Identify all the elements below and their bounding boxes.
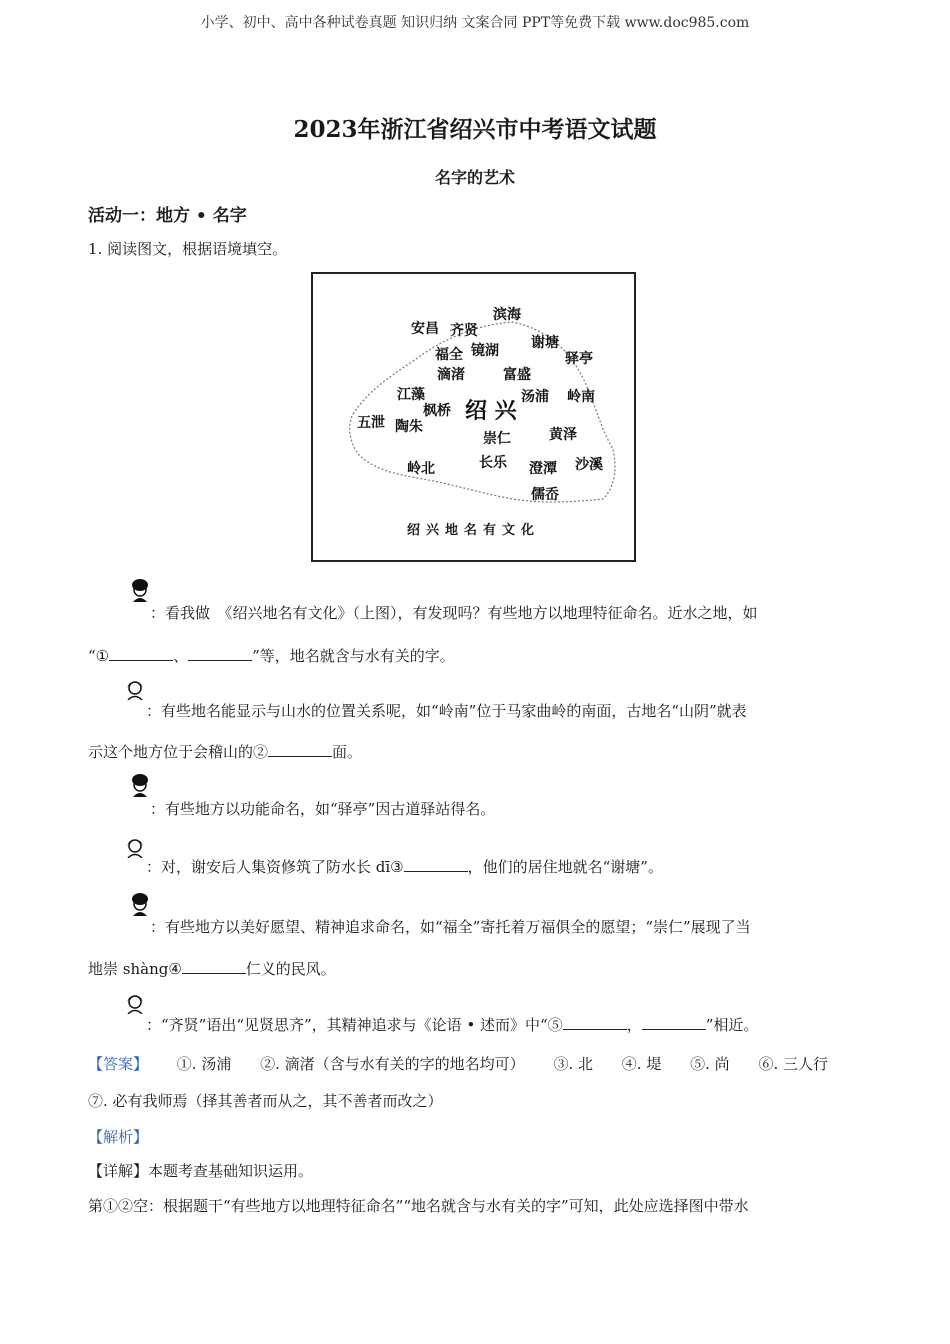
place-label: 澄潭 [529, 461, 557, 477]
fill-blank [182, 959, 246, 974]
shaoxing-place-name-map [311, 272, 636, 562]
place-label: 岭南 [567, 389, 595, 405]
place-label: 长乐 [479, 455, 507, 471]
dialogue-text: 仁义的民风。 [245, 960, 336, 978]
dialogue-text: ， [626, 1016, 642, 1034]
dialogue-text: ：对，谢安后人集资修筑了防水长 dī③ [146, 858, 404, 876]
place-label: 岭北 [407, 461, 435, 477]
map-center-label: 绍 兴 [465, 398, 517, 424]
section-heading: 活动一：地方 • 名字 [88, 206, 247, 226]
answer-item: ⑤. 尚 [690, 1055, 730, 1073]
analysis-label: 【解析】 [88, 1128, 149, 1146]
dialogue-line [146, 856, 663, 877]
boy-avatar-icon [129, 892, 151, 916]
detail-line: 【详解】本题考查基础知识运用。 [88, 1162, 314, 1180]
girl-avatar-icon [124, 834, 146, 858]
place-label: 枫桥 [423, 403, 451, 419]
dialogue-line: ：有些地名能显示与山水的位置关系呢，如“岭南”位于马家曲岭的南面，古地名“山阴”就表 [146, 702, 747, 720]
fill-blank [642, 1015, 706, 1030]
answer-line-2: ⑦. 必有我师焉（择其善者而从之，其不善者而改之） [88, 1092, 443, 1110]
answer-item: ③. 北 [553, 1055, 593, 1073]
answer-label: 【答案】 [88, 1055, 149, 1073]
dialogue-text: ，他们的居住地就名“谢塘”。 [467, 858, 663, 876]
place-label: 五泄 [357, 415, 385, 431]
dialogue-text: ：“齐贤”语出“见贤思齐”，其精神追求与《论语 • 述而》中“⑤ [146, 1016, 563, 1034]
dialogue-line: ：有些地方以美好愿望、精神追求命名，如“福全”寄托着万福俱全的愿望；“崇仁”展现了当 [150, 918, 751, 936]
dialogue-text: 示这个地方位于会稽山的② [88, 743, 269, 761]
answer-item: ②. 滴渚（含与水有关的字的地名均可） [260, 1055, 525, 1073]
place-label: 黄泽 [549, 427, 577, 443]
place-label: 安昌 [411, 321, 439, 337]
fill-blank [268, 742, 332, 757]
place-label: 陶朱 [395, 419, 423, 435]
place-label: 镜湖 [471, 343, 499, 359]
dialogue-text: 、 [173, 647, 189, 665]
page-subtitle: 名字的艺术 [434, 168, 515, 187]
answer-item: ①. 汤浦 [176, 1055, 232, 1073]
girl-avatar-icon [124, 676, 146, 700]
dialogue-text: 面。 [332, 743, 363, 761]
dialogue-text: “① [88, 647, 110, 665]
place-label: 福全 [435, 347, 463, 363]
answer-item: ⑥. 三人行 [758, 1055, 828, 1073]
place-label: 儒岙 [531, 487, 559, 503]
place-label: 谢塘 [531, 335, 559, 351]
fill-blank [109, 646, 173, 661]
boy-avatar-icon [129, 578, 151, 602]
map-caption: 绍兴地名有文化 [406, 523, 540, 538]
place-label: 崇仁 [483, 431, 511, 447]
place-label: 富盛 [503, 367, 531, 383]
dialogue-line: ：看我做 《绍兴地名有文化》（上图），有发现吗？有些地方以地理特征命名。近水之地，如 [150, 604, 758, 622]
page-title: 2023年浙江省绍兴市中考语文试题 [293, 116, 657, 143]
dialogue-text: ”相近。 [705, 1016, 759, 1034]
dialogue-text: ”等，地名就含与水有关的字。 [252, 647, 455, 665]
girl-avatar-icon [124, 990, 146, 1014]
place-label: 沙溪 [575, 457, 603, 473]
place-label: 驿亭 [565, 351, 593, 367]
dialogue-line [88, 645, 455, 666]
fill-blank [563, 1015, 627, 1030]
analysis-text: 第①②空：根据题干“有些地方以地理特征命名”“地名就含与水有关的字”可知，此处应选择图中带水 [88, 1197, 749, 1215]
place-label: 齐贤 [450, 323, 478, 339]
fill-blank [404, 857, 468, 872]
fill-blank [188, 646, 252, 661]
dialogue-text: 地崇 shàng④ [88, 960, 182, 978]
answer-item: ④. 堤 [621, 1055, 662, 1073]
answer-line [88, 1053, 852, 1074]
question-prompt: 1. 阅读图文，根据语境填空。 [88, 240, 288, 258]
boy-avatar-icon [129, 773, 151, 797]
dialogue-line: ：有些地方以功能命名，如“驿亭”因古道驿站得名。 [150, 800, 496, 818]
place-label: 江藻 [397, 387, 425, 403]
place-label: 汤浦 [521, 389, 549, 405]
dialogue-line [88, 958, 336, 979]
place-label: 滴渚 [437, 367, 465, 383]
page-header: 小学、初中、高中各种试卷真题 知识归纳 文案合同 PPT等免费下载 www.doc985.com [200, 15, 750, 31]
dialogue-line [146, 1014, 758, 1035]
dialogue-line [88, 741, 362, 762]
place-label: 滨海 [493, 307, 521, 323]
